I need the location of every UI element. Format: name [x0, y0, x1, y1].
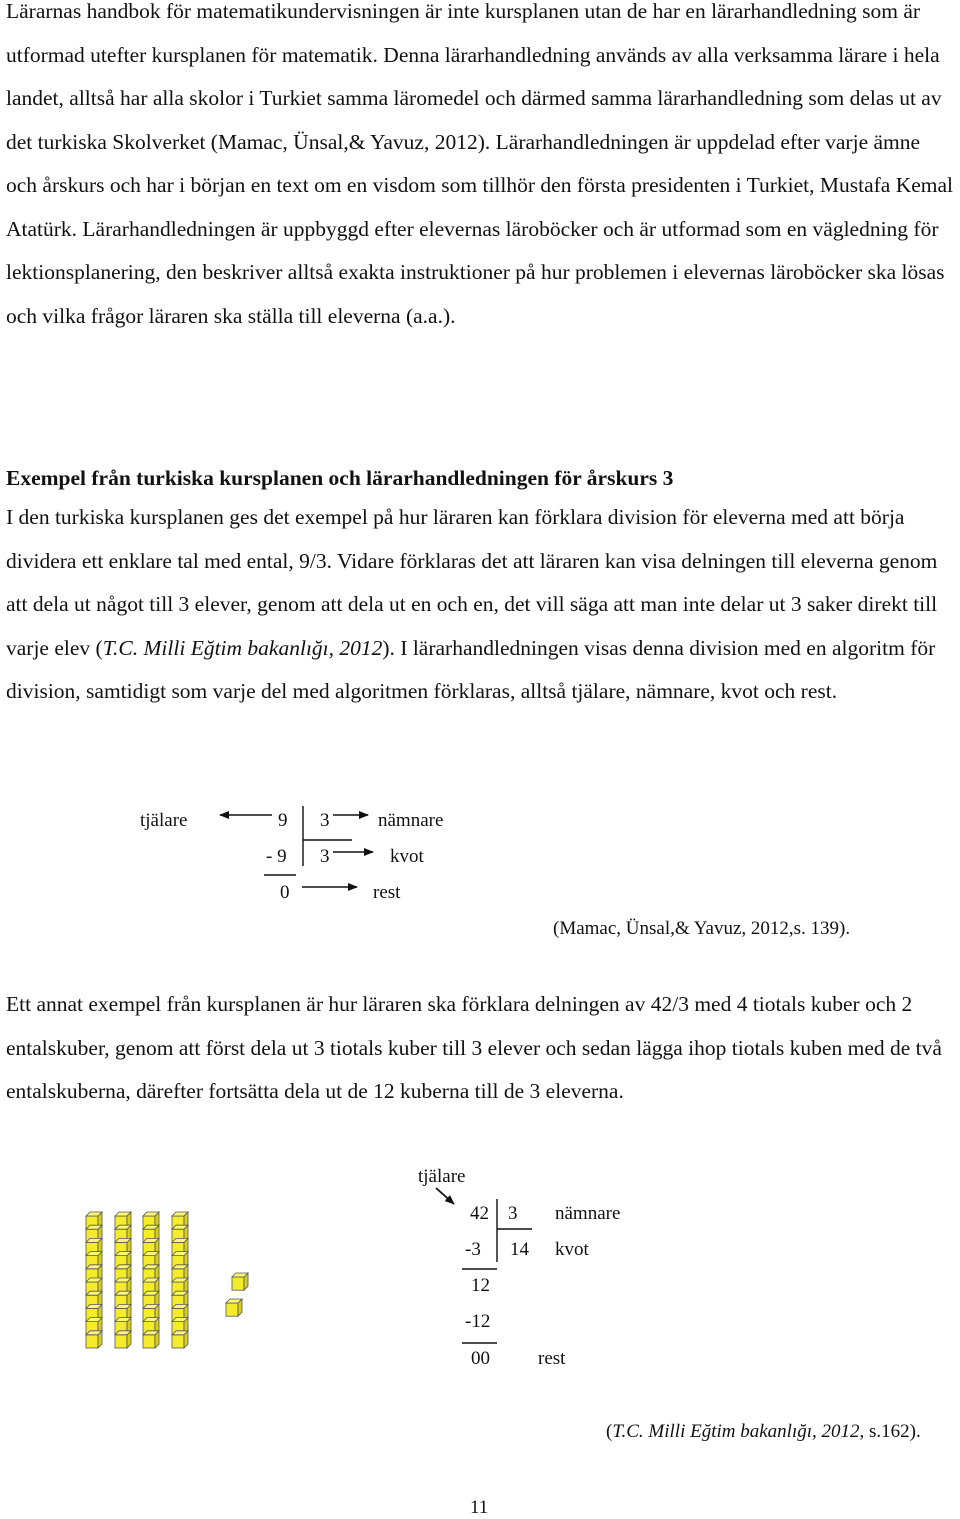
fig1-citation: (Mamac, Ünsal,& Yavuz, 2012,s. 139). — [553, 918, 851, 939]
ten-rod — [143, 1212, 159, 1348]
fig1-divisor: 3 — [320, 810, 330, 831]
base-ten-cubes — [86, 1212, 248, 1348]
paragraph-2-citation: T.C. Milli Eğtim bakanlığı, 2012 — [102, 635, 383, 660]
paragraph-intro: Lärarnas handbok för matematikundervisningen är inte kursplanen utan de har en lärarhandledning som är utformad utefter kursplanen för matematik. Denna lärarhandledning används av alla verksamma lärare i hela landet, alltså har alla skolor i Turkiet samma läromedel och därmed samma lärarhandledning som delas ut av det turkiska Skolverket (Mamac, Ünsal,& Yavuz, 2012). Lärarhandledningen är uppdelad efter varje ämne och årskurs och har i början en text om en visdom som tillhör den första presidenten i Turkiet, Mustafa Kemal Atatürk. Lärarhandledningen är uppbyggd efter elevernas läroböcker och är utformad som en vägledning för lektionsplanering, den beskriver alltså exakta instruktioner på hur problemen i elevernas läroböcker ska lösas och vilka frågor läraren ska ställa till eleverna (a.a.). — [6, 0, 954, 328]
fig1-kvot-label: kvot — [390, 846, 424, 867]
fig2-namnare-label: nämnare — [555, 1203, 621, 1224]
fig2-remainder: 00 — [471, 1348, 490, 1369]
fig2-dividend: 42 — [470, 1203, 489, 1224]
paragraph-2-before: I den turkiska kursplanen ges det exempel på hur läraren kan förklara division för eleverna med att börja dividera ett enklare tal med ental, 9/3. Vidare förklaras det att läraren kan visa delningen till eleverna genom att dela ut något till 3 elever, genom att dela ut en och en, det vill säga att man inte delar ut 3 saker direkt till varje elev ( — [6, 505, 938, 660]
fig2-tjalare-label: tjälare — [418, 1166, 466, 1187]
fig2-subtract-1: -3 — [465, 1239, 481, 1260]
ten-rod — [86, 1212, 102, 1348]
fig1-dividend: 9 — [278, 810, 288, 831]
fig2-citation-open: ( — [606, 1421, 613, 1442]
fig1-subtract: - 9 — [266, 846, 287, 867]
unit-cube — [232, 1273, 248, 1290]
fig2-citation-italic: T.C. Milli Eğtim bakanlığı, 2012 — [612, 1421, 860, 1442]
fig1-namnare-label: nämnare — [378, 810, 444, 831]
paragraph-2-after: ). I lärarhandledningen visas denna division med en algoritm för division, samtidigt som varje del med algoritmen förklaras, alltså tjälare, nämnare, kvot och rest. — [6, 635, 936, 703]
paragraph-second-example: Ett annat exempel från kursplanen är hur läraren ska förklara delningen av 42/3 med 4 tiotals kuber och 2 entalskuber, genom att först dela ut 3 tiotals kuber till 3 elever och sedan lägga ihop tiotals kuben med de två entalskuberna, därefter fortsätta dela ut de 12 kuberna till de 3 eleverna. — [6, 992, 942, 1103]
fig2-arrow-tjalare — [436, 1188, 454, 1204]
ten-rod — [115, 1212, 131, 1348]
ten-rod — [172, 1212, 188, 1348]
fig2-kvot-label: kvot — [555, 1239, 589, 1260]
rod-cube — [86, 1331, 102, 1348]
fig2-quotient: 14 — [510, 1239, 529, 1260]
rod-cube — [115, 1331, 131, 1348]
section-heading: Exempel från turkiska kursplanen och lärarhandledningen för årskurs 3 — [6, 466, 674, 490]
unit-cube — [226, 1299, 242, 1316]
fig2-citation-close: , s.162). — [859, 1421, 921, 1442]
rod-cube — [172, 1331, 188, 1348]
fig2-rest-label: rest — [538, 1348, 566, 1369]
rod-cube — [143, 1331, 159, 1348]
fig1-tjalare-label: tjälare — [140, 810, 188, 831]
fig1-quotient: 3 — [320, 846, 330, 867]
fig1-remainder: 0 — [280, 882, 290, 903]
fig1-rest-label: rest — [373, 882, 401, 903]
fig2-divisor: 3 — [508, 1203, 518, 1224]
fig2-partial: 12 — [471, 1275, 490, 1296]
page-number: 11 — [470, 1497, 489, 1518]
fig2-subtract-2: -12 — [465, 1311, 491, 1332]
